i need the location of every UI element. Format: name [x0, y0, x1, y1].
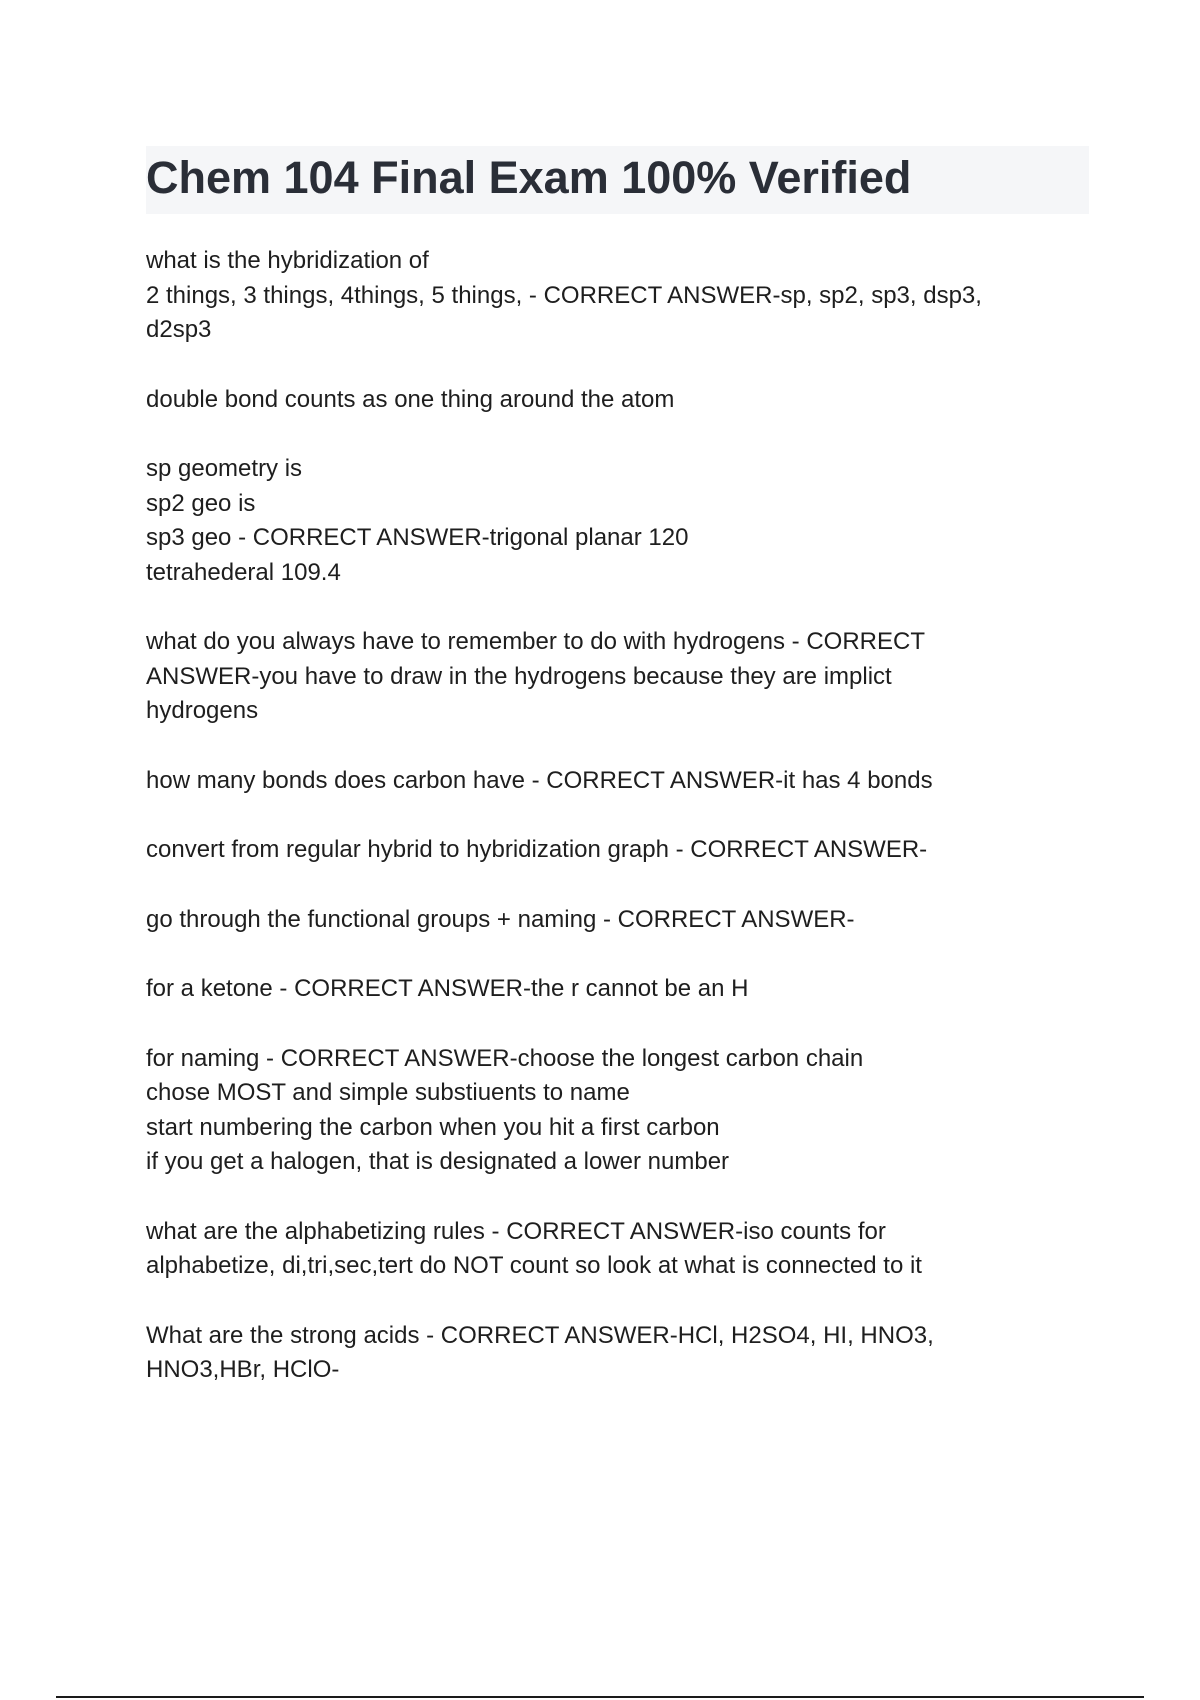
qa-line: what is the hybridization of — [146, 247, 429, 274]
qa-line: chose MOST and simple substiuents to name — [146, 1079, 630, 1106]
qa-entry — [146, 244, 1086, 348]
qa-entry — [146, 833, 1086, 868]
qa-line: how many bonds does carbon have - CORRECT ANSWER-it has 4 bonds — [146, 766, 933, 794]
qa-line: HNO3,HBr, HClO- — [146, 1356, 340, 1383]
qa-line: 2 things, 3 things, 4things, 5 things, - CORRECT ANSWER-sp, sp2, sp3, dsp3, — [146, 281, 982, 309]
qa-entry — [146, 972, 1086, 1007]
qa-entry — [146, 452, 1086, 590]
qa-line: sp2 geo is — [146, 489, 256, 517]
title-band — [146, 146, 1089, 214]
qa-line: hydrogens — [146, 697, 259, 724]
qa-line: double bond counts as one thing around the atom — [146, 385, 675, 413]
qa-line: sp geometry is — [146, 455, 303, 482]
qa-line: for naming - CORRECT ANSWER-choose the longest carbon chain — [146, 1044, 864, 1072]
qa-entry — [146, 764, 1086, 799]
qa-line: if you get a halogen, that is designated a lower number — [146, 1148, 730, 1175]
qa-line: What are the strong acids - CORRECT ANSWER-HCl, H2SO4, HI, HNO3, — [146, 1321, 934, 1349]
qa-line: alphabetize, di,tri,sec,tert do NOT count so look at what is connected to it — [146, 1252, 922, 1279]
qa-content — [146, 244, 1086, 1423]
page-title: Chem 104 Final Exam 100% Verified — [146, 152, 912, 203]
qa-line: sp3 geo - CORRECT ANSWER-trigonal planar 120 — [146, 524, 689, 551]
qa-line: tetrahederal 109.4 — [146, 558, 341, 586]
qa-line: convert from regular hybrid to hybridization graph - CORRECT ANSWER- — [146, 836, 928, 863]
qa-line: what are the alphabetizing rules - CORRECT ANSWER-iso counts for — [146, 1217, 886, 1245]
qa-entry — [146, 903, 1086, 938]
qa-line: for a ketone - CORRECT ANSWER-the r cannot be an H — [146, 975, 749, 1002]
qa-line: start numbering the carbon when you hit a first carbon — [146, 1113, 720, 1141]
qa-entry — [146, 1215, 1086, 1284]
qa-line: d2sp3 — [146, 316, 212, 343]
qa-entry — [146, 383, 1086, 418]
qa-entry — [146, 625, 1086, 729]
qa-line: ANSWER-you have to draw in the hydrogens because they are implict — [146, 662, 892, 690]
qa-entry — [146, 1042, 1086, 1180]
qa-entry — [146, 1319, 1086, 1388]
qa-line: go through the functional groups + naming - CORRECT ANSWER- — [146, 905, 855, 933]
footer-rule — [56, 1696, 1144, 1698]
qa-line: what do you always have to remember to do with hydrogens - CORRECT — [146, 628, 926, 655]
